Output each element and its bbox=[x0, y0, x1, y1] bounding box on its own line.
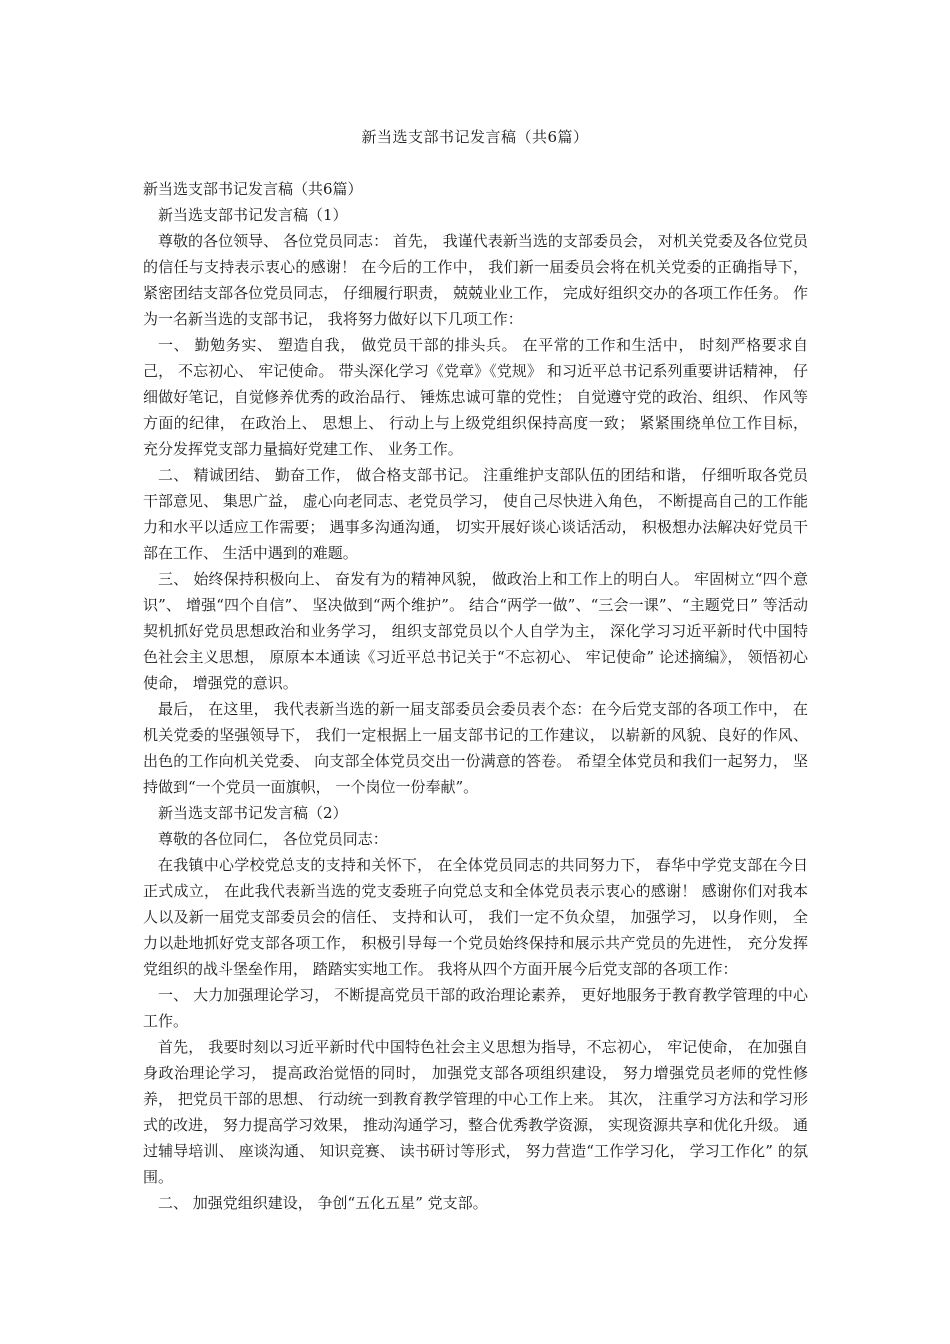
paragraph: 三、 始终保持积极向上、 奋发有为的精神风貌， 做政治上和工作上的明白人。 牢固树立“四个意识”、 增强“四个自信”、 坚决做到“两个维护”。 结合“两学一做”、“三会一课”、“主题党日” 等活动契机抓好党员思想政治和业务学习， 组织支部党员以个人自学为主， 深化学习习近平新时代中国特色社会主义思想， 原原本本通读《习近平总书记关于“不忘初心、 牢记使命” 论述摘编》， 领悟初心使命， 增强党的意识。 bbox=[143, 570, 808, 692]
paragraph: 在我镇中心学校党总支的支持和关怀下， 在全体党员同志的共同努力下， 春华中学党支部在今日正式成立， 在此我代表新当选的党支委班子向党总支和全体党员表示衷心的感谢！ 感谢你们对我本人以及新一届党支部委员会的信任、 支持和认可， 我们一定不负众望， 加强学习， 以身作则， 全力以赴地抓好党支部各项工作， 积极引导每一个党员始终保持和展示共产党员的先进性， 充分发挥党组织的战斗堡垒作用， 踏踏实实地工作。 我将从四个方面开展今后党支部的各项工作： bbox=[143, 856, 808, 978]
paragraph: 二、 加强党组织建设， 争创“五化五星” 党支部。 bbox=[158, 1194, 488, 1212]
paragraph: 尊敬的各位同仁， 各位党员同志： bbox=[158, 830, 388, 848]
document-heading: 新当选支部书记发言稿（共6篇） bbox=[143, 180, 363, 198]
paragraph: 新当选支部书记发言稿（2） bbox=[158, 804, 348, 822]
paragraph: 一、 勤勉务实、 塑造自我， 做党员干部的排头兵。 在平常的工作和生活中， 时刻严格要求自己， 不忘初心、 牢记使命。 带头深化学习《党章》《党规》 和习近平总书记系列重要讲话精神， 仔细做好笔记，自觉修养优秀的政治品行、 锤炼忠诚可靠的党性； 自觉遵守党的政治、组织、 作风等方面的纪律， 在政治上、 思想上、 行动上与上级党组织保持高度一致； 紧紧围绕单位工作目标， 充分发挥党支部力量搞好党建工作、 业务工作。 bbox=[143, 336, 808, 458]
document-title: 新当选支部书记发言稿（共6篇） bbox=[361, 128, 589, 146]
paragraph: 最后， 在这里， 我代表新当选的新一届支部委员会委员表个态：在今后党支部的各项工作中， 在机关党委的坚强领导下， 我们一定根据上一届支部书记的工作建议， 以崭新的风貌、良好的作风、 出色的工作向机关党委、 向支部全体党员交出一份满意的答卷。 希望全体党员和我们一起努力， 坚持做到“一个党员一面旗帜， 一个岗位一份奉献”。 bbox=[143, 700, 808, 796]
paragraph: 一、 大力加强理论学习， 不断提高党员干部的政治理论素养， 更好地服务于教育教学管理的中心工作。 bbox=[143, 986, 808, 1030]
paragraph: 二、 精诚团结、 勤奋工作， 做合格支部书记。 注重维护支部队伍的团结和谐， 仔细听取各党员干部意见、 集思广益， 虚心向老同志、老党员学习， 使自己尽快进入角色， 不断提高自己的工作能力和水平以适应工作需要； 遇事多沟通沟通， 切实开展好谈心谈话活动， 积极想办法解决好党员干部在工作、 生活中遇到的难题。 bbox=[143, 466, 808, 562]
document-body bbox=[143, 176, 808, 1216]
paragraph: 首先， 我要时刻以习近平新时代中国特色社会主义思想为指导，不忘初心， 牢记使命， 在加强自身政治理论学习， 提高政治觉悟的同时， 加强党支部各项组织建设， 努力增强党员老师的党性修养， 把党员干部的思想、 行动统一到教育教学管理的中心工作上来。 其次， 注重学习方法和学习形式的改进， 努力提高学习效果， 推动沟通学习，整合优秀教学资源， 实现资源共享和优化升级。 通过辅导培训、 座谈沟通、 知识竞赛、 读书研讨等形式， 努力营造“工作学习化， 学习工作化” 的氛围。 bbox=[143, 1038, 808, 1186]
paragraph: 尊敬的各位领导、 各位党员同志： 首先， 我谨代表新当选的支部委员会， 对机关党委及各位党员的信任与支持表示衷心的感谢！ 在今后的工作中， 我们新一届委员会将在机关党委的正确指导下， 紧密团结支部各位党员同志， 仔细履行职责， 兢兢业业工作， 完成好组织交办的各项工作任务。 作为一名新当选的支部书记， 我将努力做好以下几项工作： bbox=[143, 232, 808, 328]
paragraph: 新当选支部书记发言稿（1） bbox=[158, 206, 348, 224]
